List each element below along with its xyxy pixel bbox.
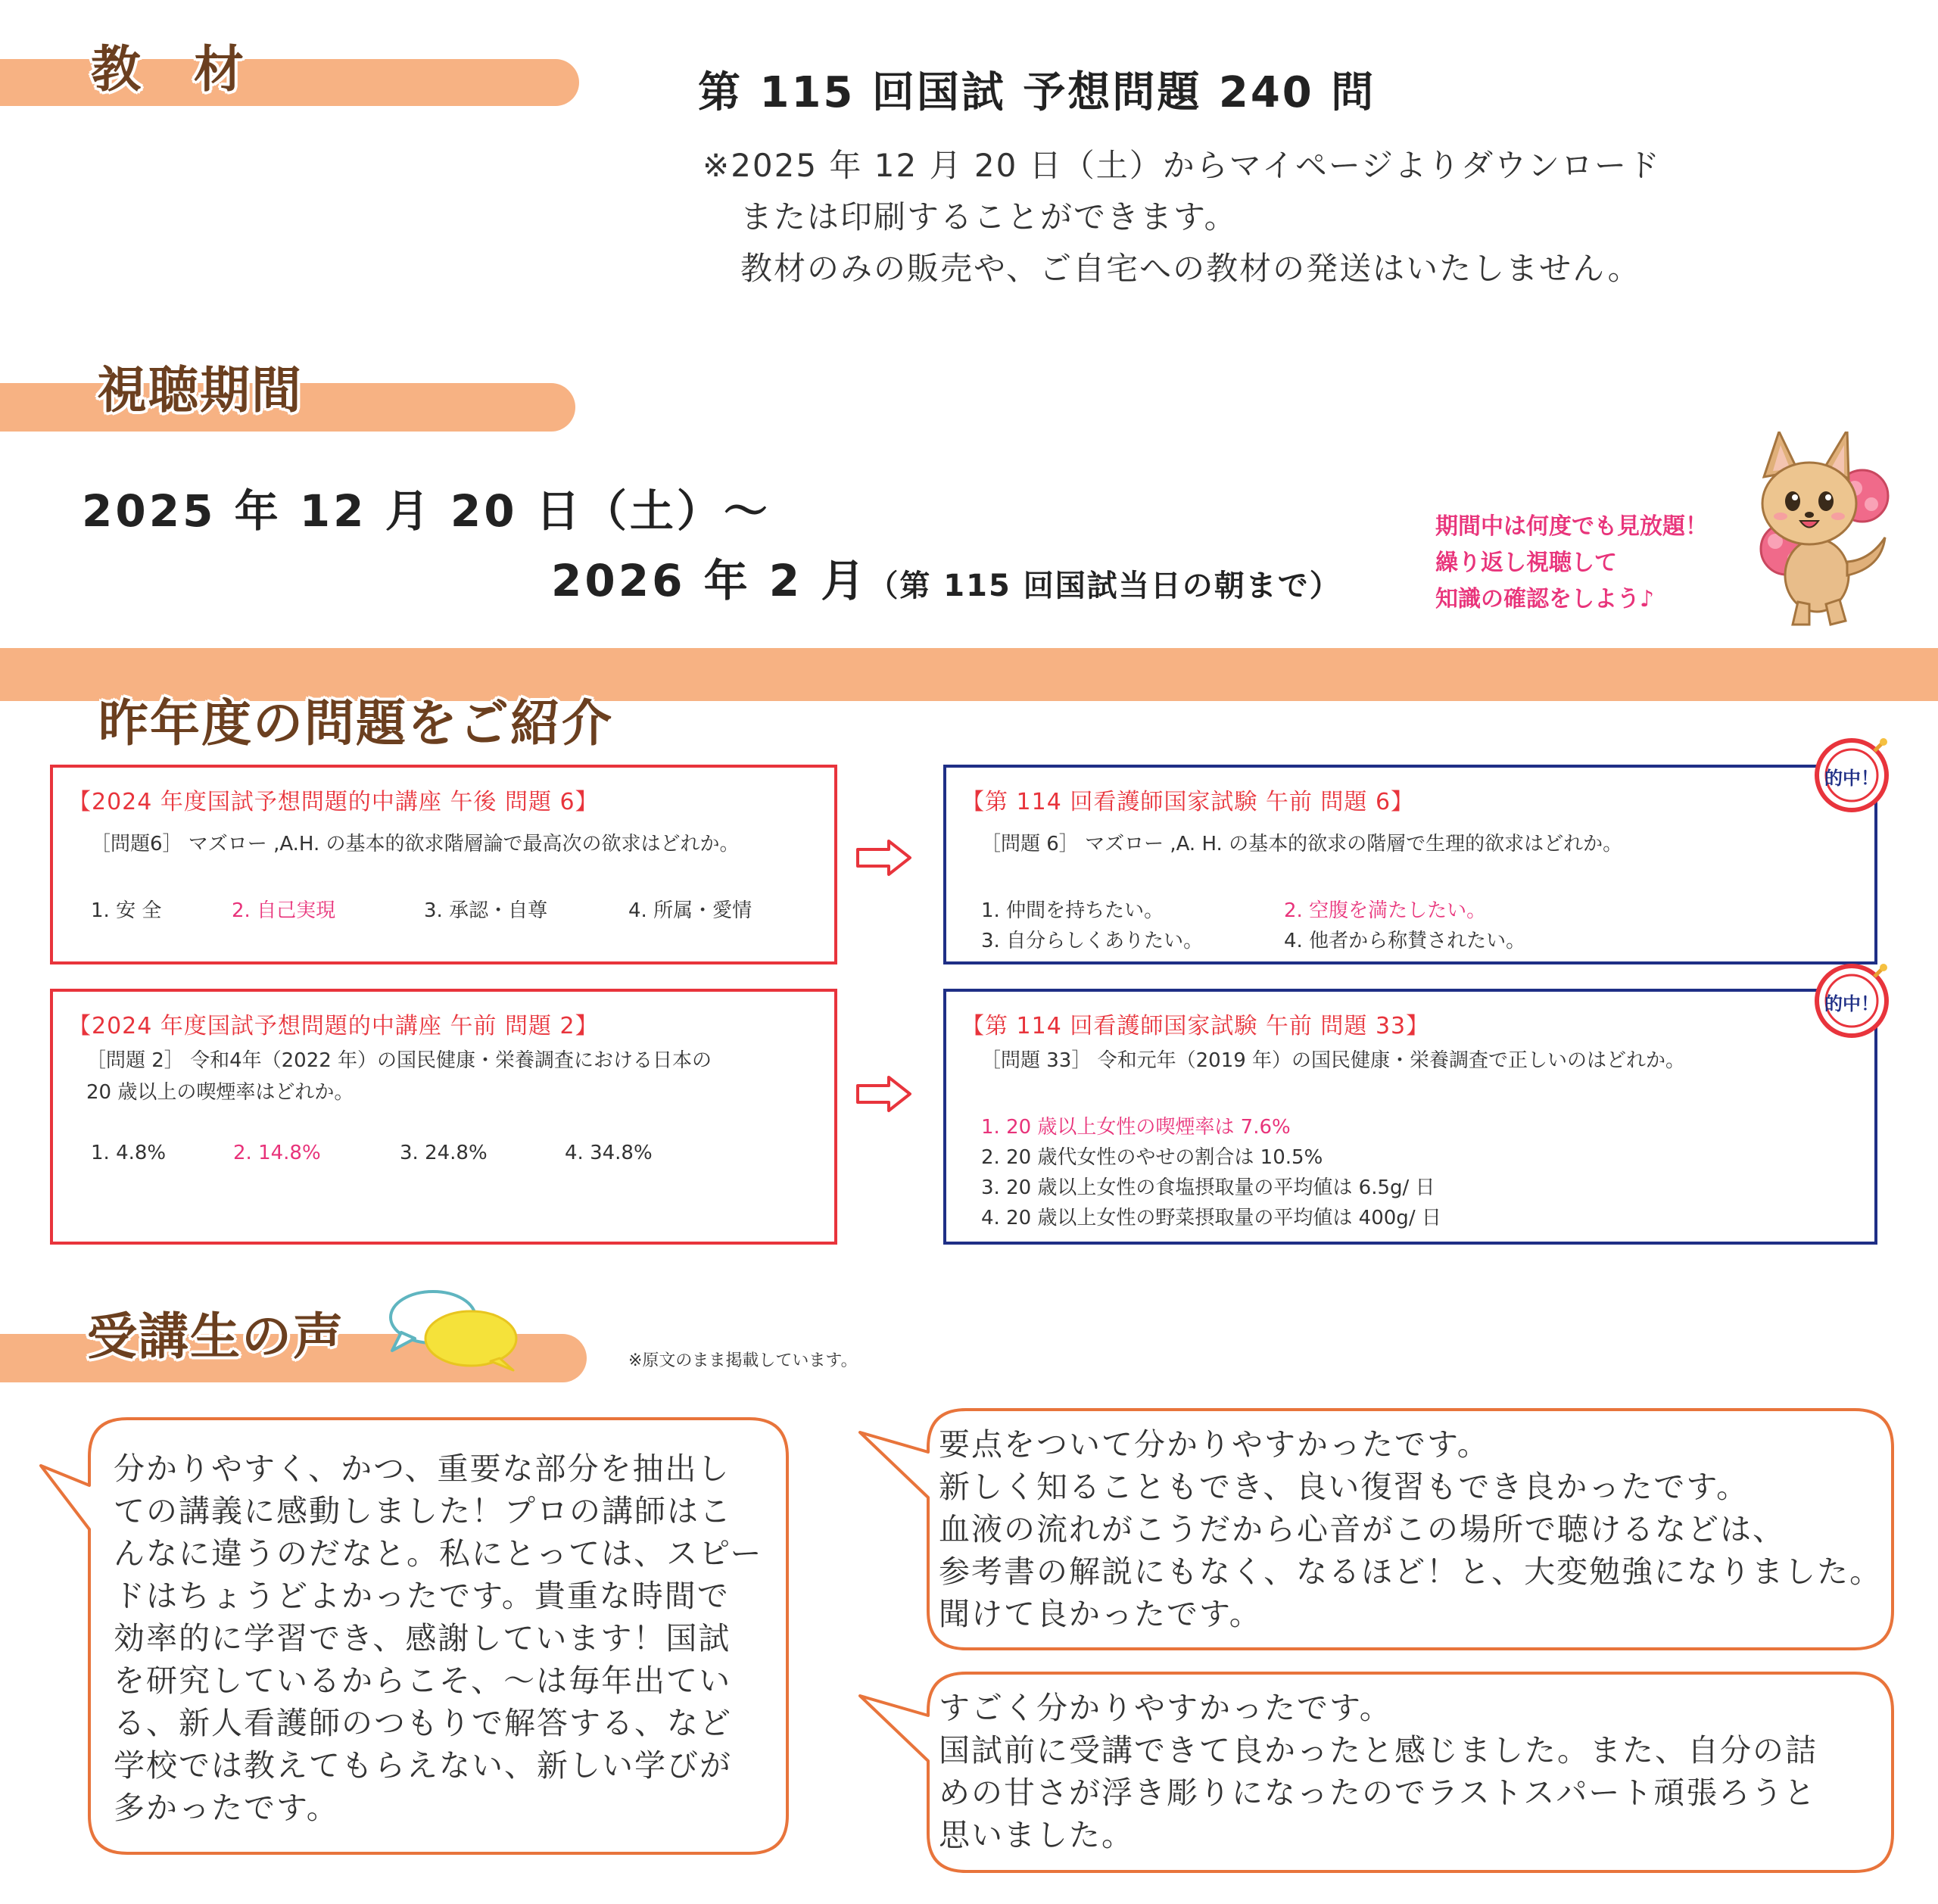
arrow-right-icon [855, 1075, 913, 1113]
voice-right-bottom-line-4: 思いました。 [939, 1817, 1134, 1853]
voice-right-bottom-line-1: すごく分かりやすかったです。 [939, 1690, 1392, 1726]
speech-bubbles-icon [386, 1285, 522, 1373]
question-title: 【2024 年度国試予想問題的中講座 午前 問題 2】 [68, 1013, 599, 1039]
voice-right-top-line-3: 血液の流れがこうだから心音がこの場所で聴けるなどは、 [939, 1511, 1785, 1547]
material-heading: 教 材 [91, 40, 245, 98]
voice-right-top-line-5: 聞けて良かったです。 [939, 1596, 1262, 1632]
voice-right-top-line-2: 新しく知ることもでき、良い復習もでき良かったです。 [939, 1469, 1749, 1505]
question-text-line-2: 20 歳以上の喫煙率はどれか。 [86, 1081, 354, 1104]
voice-right-bottom-text [939, 1687, 1818, 1856]
question-box-2024-pm-6 [50, 765, 837, 964]
question-text: ［問題 6］ マズロー ,A. H. の基本的欲求の階層で生理的欲求はどれか。 [981, 833, 1623, 855]
option-1: 1. 安 全 [91, 899, 162, 922]
hit-badge [1814, 737, 1890, 813]
question-box-114-am-6 [943, 765, 1877, 964]
mascot-message-line-3: 知識の確認をしよう♪ [1435, 586, 1655, 612]
option-3: 3. 承認・自尊 [424, 899, 548, 922]
mascot-message-line-2: 繰り返し視聴して [1435, 550, 1617, 576]
voice-left-line-1: 分かりやすく、かつ、重要な部分を抽出し [114, 1451, 731, 1487]
hit-badge-label: 的中！ [1824, 993, 1879, 1014]
option-3: 3. 24.8% [400, 1142, 488, 1164]
mascot-message-line-1: 期間中は何度でも見放題！ [1435, 513, 1708, 540]
voice-right-bottom-line-2: 国試前に受講できて良かったと感じました。また、自分の詰 [939, 1732, 1818, 1768]
voice-right-top-text [939, 1423, 1882, 1635]
option-4: 4. 他者から称賛されたい。 [1284, 930, 1526, 952]
voice-right-top-line-1: 要点をついて分かりやすかったです。 [939, 1426, 1490, 1463]
option-2-correct: 2. 14.8% [233, 1142, 321, 1164]
question-text: ［問題 33］ 令和元年（2019 年）の国民健康・栄養調査で正しいのはどれか。 [981, 1049, 1686, 1072]
question-title: 【第 114 回看護師国家試験 午前 問題 6】 [961, 789, 1415, 815]
mascot-dog-illustration [1734, 432, 1908, 628]
viewing-period-end-date: 2026 年 2 月 [551, 555, 868, 606]
voice-left-text [114, 1447, 763, 1829]
question-text: ［問題6］ マズロー ,A.H. の基本的欲求階層論で最高次の欲求はどれか。 [91, 833, 740, 855]
voice-left-line-7: る、新人看護師のつもりで解答する、など [114, 1705, 732, 1741]
material-title: 第 115 回国試 予想問題 240 問 [698, 68, 1376, 117]
question-box-114-am-33 [943, 989, 1877, 1245]
viewing-period-note: （第 115 回国試当日の朝まで） [868, 569, 1341, 603]
mascot-message [1435, 509, 1708, 618]
voice-right-bottom-line-3: めの甘さが浮き彫りになったのでラストスパート頑張ろうと [939, 1775, 1817, 1811]
option-1: 1. 仲間を持ちたい。 [981, 899, 1164, 922]
material-note-1: ※2025 年 12 月 20 日（土）からマイページよりダウンロード [703, 147, 1662, 184]
option-3: 3. 20 歳以上女性の食塩摂取量の平均値は 6.5g/ 日 [981, 1176, 1435, 1199]
question-title: 【2024 年度国試予想問題的中講座 午後 問題 6】 [68, 789, 599, 815]
option-2-correct: 2. 空腹を満たしたい。 [1284, 899, 1487, 922]
voice-left-line-3: んなに違うのだなと。私にとっては、スピー [114, 1535, 763, 1572]
question-box-2024-am-2 [50, 989, 837, 1245]
viewing-period-end [551, 545, 1341, 609]
option-4: 4. 所属・愛情 [628, 899, 752, 922]
voices-heading: 受講生の声 [87, 1307, 344, 1366]
voice-left-line-8: 学校では教えてもらえない、新しい学びが [114, 1747, 732, 1784]
viewing-period-start: 2025 年 12 月 20 日（土）～ [82, 485, 771, 537]
voice-right-top-line-4: 参考書の解説にもなく、なるほど！と、大変勉強になりました。 [939, 1553, 1883, 1590]
option-4: 4. 20 歳以上女性の野菜摂取量の平均値は 400g/ 日 [981, 1207, 1441, 1229]
intro-heading: 昨年度の問題をご紹介 [98, 694, 613, 753]
option-1-correct: 1. 20 歳以上女性の喫煙率は 7.6% [981, 1116, 1291, 1139]
option-3: 3. 自分らしくありたい。 [981, 930, 1204, 952]
voice-left-line-2: ての講義に感動しました！プロの講師はこ [114, 1493, 732, 1529]
question-text-line-1: ［問題 2］ 令和4年（2022 年）の国民健康・栄養調査における日本の [86, 1049, 712, 1072]
option-2: 2. 20 歳代女性のやせの割合は 10.5% [981, 1146, 1323, 1169]
voice-left-line-6: を研究しているからこそ、～は毎年出てい [114, 1662, 732, 1699]
hit-badge [1814, 963, 1890, 1039]
material-heading-bar [0, 59, 579, 106]
option-2-correct: 2. 自己実現 [232, 899, 336, 922]
voice-left-line-4: ドはちょうどよかったです。貴重な時間で [114, 1578, 730, 1614]
voice-left-line-9: 多かったです。 [114, 1790, 339, 1826]
arrow-right-icon [855, 839, 913, 877]
option-4: 4. 34.8% [565, 1142, 653, 1164]
viewing-heading: 視聴期間 [97, 361, 303, 419]
option-1: 1. 4.8% [91, 1142, 167, 1164]
material-note-3: 教材のみの販売や、ご自宅への教材の発送はいたしません。 [740, 250, 1641, 287]
question-title: 【第 114 回看護師国家試験 午前 問題 33】 [961, 1013, 1430, 1039]
voice-left-line-5: 効率的に学習でき、感謝しています！国試 [114, 1620, 731, 1656]
voices-footnote: ※原文のまま掲載しています。 [628, 1351, 858, 1370]
hit-badge-label: 的中！ [1824, 768, 1879, 789]
material-note-2: または印刷することができます。 [740, 198, 1238, 235]
